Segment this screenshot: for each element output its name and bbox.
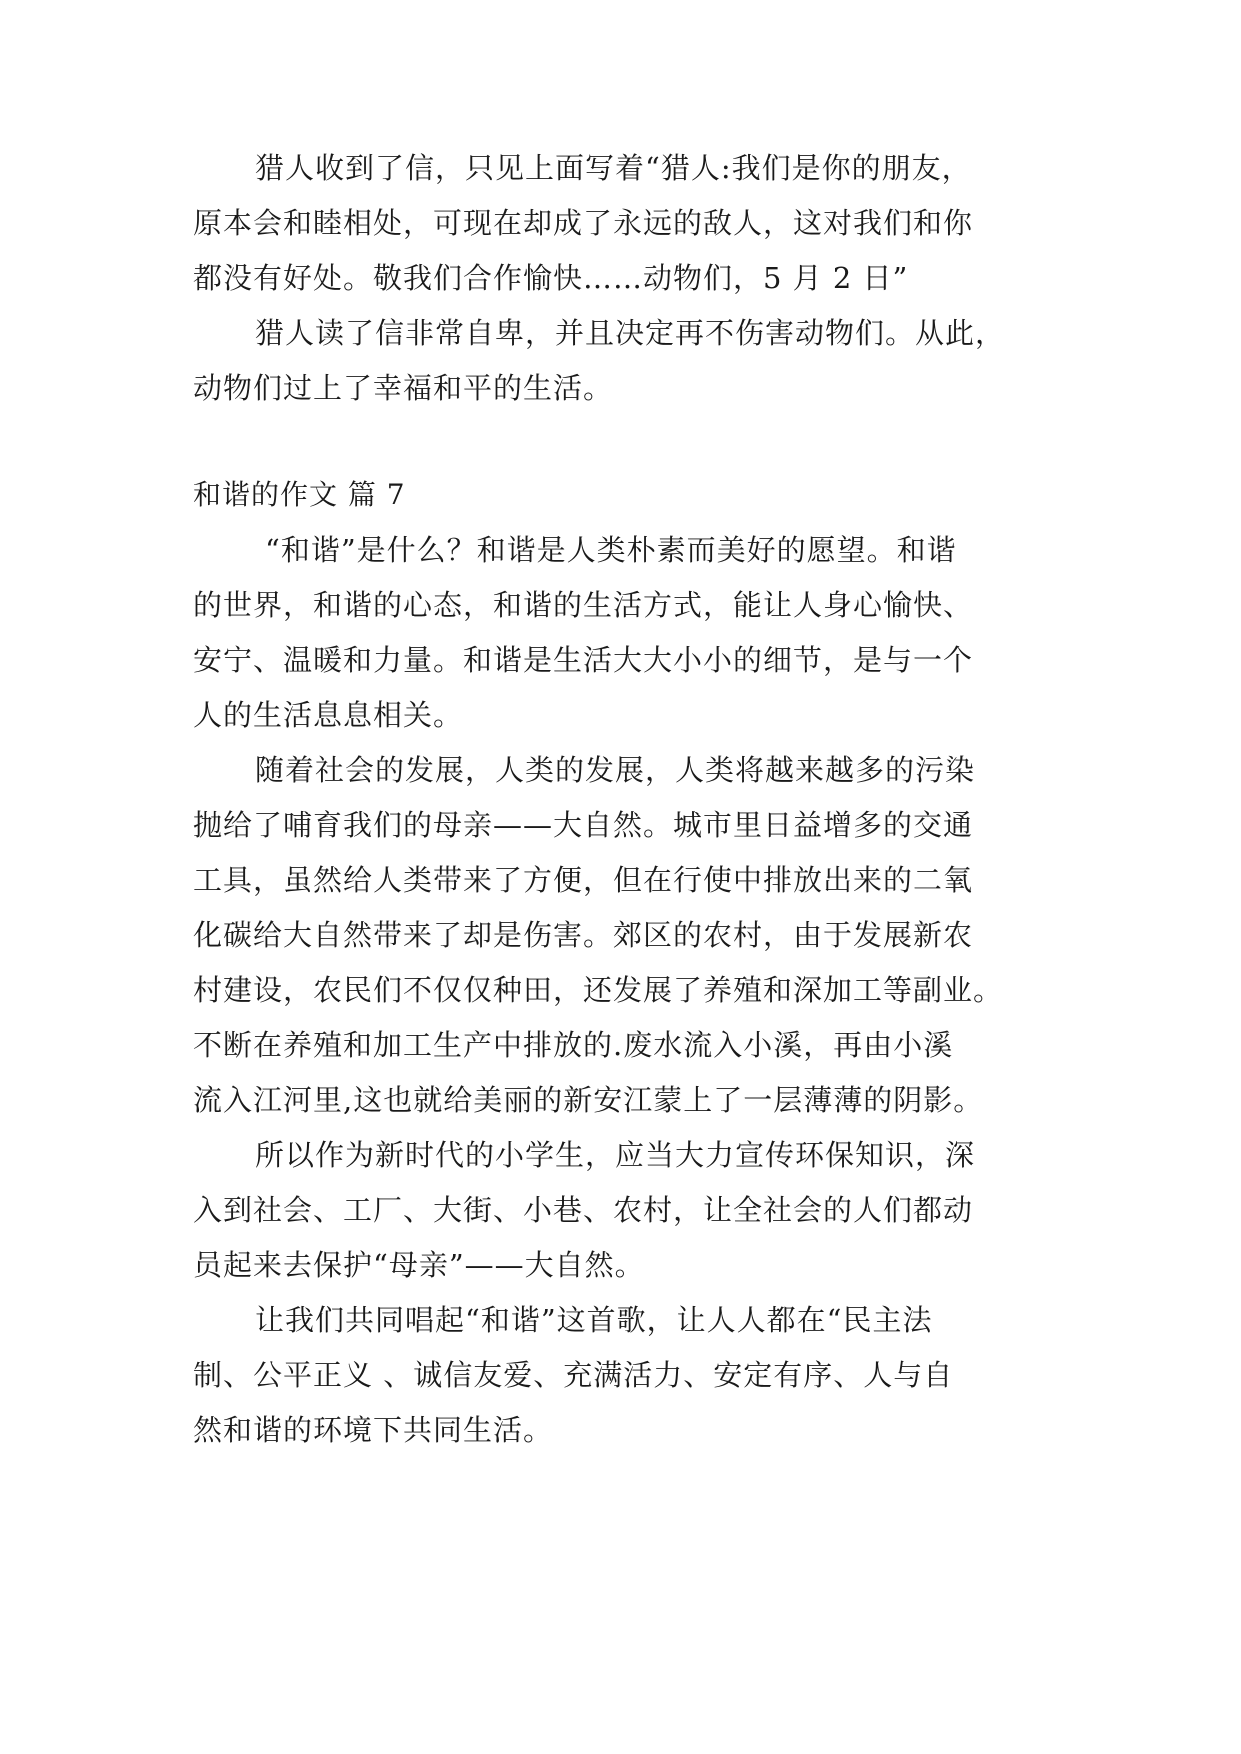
paragraph-line: 制、公平正义 、诚信友爱、充满活力、安定有序、人与自: [193, 1358, 954, 1392]
paragraph-line: 猎人读了信非常自卑，并且决定再不伤害动物们。从此，: [255, 316, 1006, 350]
paragraph-line: 工具，虽然给人类带来了方便，但在行使中排放出来的二氧: [193, 863, 974, 897]
paragraph-line: 安宁、温暖和力量。和谐是生活大大小小的细节，是与一个: [193, 643, 974, 677]
paragraph-line: 随着社会的发展，人类的发展，人类将越来越多的污染: [255, 753, 976, 787]
paragraph-line: 员起来去保护“母亲”——大自然。: [193, 1248, 645, 1282]
paragraph-line: 抛给了哺育我们的母亲——大自然。城市里日益增多的交通: [193, 808, 974, 842]
paragraph-line: 人的生活息息相关。: [193, 698, 464, 732]
paragraph-line: 流入江河里,这也就给美丽的新安江蒙上了一层薄薄的阴影。: [193, 1083, 984, 1117]
paragraph-line: 然和谐的环境下共同生活。: [193, 1413, 554, 1447]
paragraph-line: 不断在养殖和加工生产中排放的.废水流入小溪，再由小溪: [193, 1028, 954, 1062]
paragraph-line: 所以作为新时代的小学生，应当大力宣传环保知识，深: [255, 1138, 976, 1172]
paragraph-line: 让我们共同唱起“和谐”这首歌，让人人都在“民主法: [255, 1303, 933, 1337]
paragraph-line: 入到社会、工厂、大街、小巷、农村，让全社会的人们都动: [193, 1193, 974, 1227]
paragraph-line: 动物们过上了幸福和平的生活。: [193, 371, 614, 405]
section-heading: 和谐的作文 篇 7: [193, 478, 406, 511]
paragraph-line: 化碳给大自然带来了却是伤害。郊区的农村，由于发展新农: [193, 918, 974, 952]
paragraph-line: 猎人收到了信，只见上面写着“猎人:我们是你的朋友，: [255, 151, 972, 185]
paragraph-line: “和谐”是什么？和谐是人类朴素而美好的愿望。和谐: [265, 533, 957, 567]
paragraph-line: 村建设，农民们不仅仅种田，还发展了养殖和深加工等副业。: [193, 973, 1004, 1007]
paragraph-line: 的世界，和谐的心态，和谐的生活方式，能让人身心愉快、: [193, 588, 974, 622]
paragraph-line: 都没有好处。敬我们合作愉快……动物们，5 月 2 日”: [193, 261, 909, 295]
paragraph-line: 原本会和睦相处，可现在却成了永远的敌人，这对我们和你: [193, 206, 974, 240]
